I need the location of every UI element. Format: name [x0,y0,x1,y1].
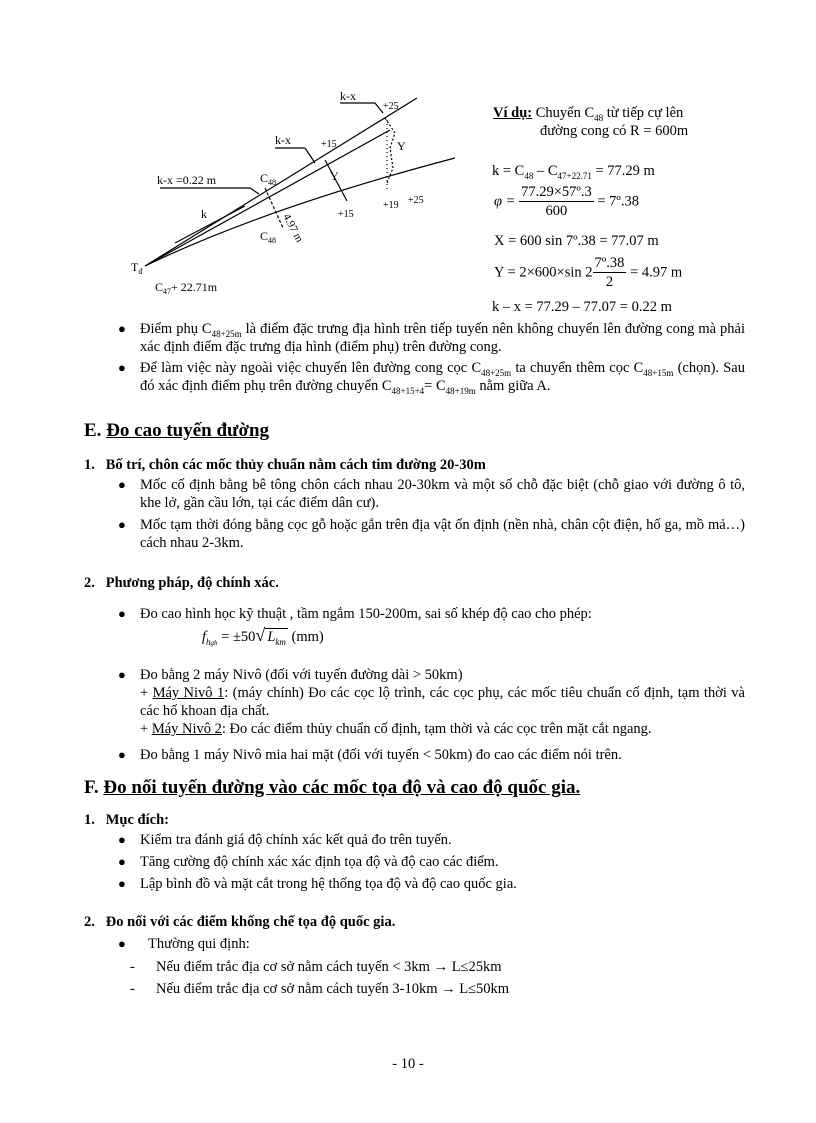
section-f-2-heading: 2. Đo nối với các điểm khống chế tọa độ quốc gia. [84,914,396,930]
bullet-icon: ● [118,517,126,532]
eq-y: Y = 2×600×sin 2 $\frac{\text{7º.38}}{2}$ = 4.97 m [494,255,683,290]
fig-label-k: k [201,207,207,221]
may-nivo-1-label: Máy Nivô 1 [152,685,225,701]
section-e-2-heading: 2. Phương pháp, độ chính xác. [84,575,279,591]
bullet-icon: ● [118,747,126,762]
tolerance-formula: $f_{hgh} = \pm 50√$ $L_{km}$ (mm) [202,625,324,647]
bullet-icon: ● [118,854,126,869]
chord-line [145,130,390,266]
bullet-icon: ● [118,321,126,336]
arrow-icon: → [441,981,456,997]
may-nivo-2-label: Máy Nivô 2 [151,721,222,737]
fig-label-p15-bot: +15 [338,209,354,220]
eq-x: X = 600 sin 7º.38 = 77.07 m [494,233,659,249]
section-e-2-bullet-3: ● Đo bằng 1 máy Nivô mia hai mặt (đối với tuyến < 50km) đo cao các điểm nói trên. [118,747,622,763]
dash-icon: - [130,959,135,975]
fig-label-y-mid: Y [330,169,339,183]
bullet-icon: ● [118,360,126,375]
fig-label-c48-upper: $C_{48}$ [260,171,277,187]
section-e-1-heading: 1. Bố trí, chôn các mốc thủy chuẩn nằm cách tim đường 20-30m [84,457,486,473]
page-number: - 10 - [392,1056,424,1072]
curve-diagram [125,88,460,303]
section-f-heading: F. Đo nối tuyến đường vào các mốc tọa độ và cao độ quốc gia. [84,777,581,798]
section-f-1-heading: 1. Mục đích: [84,812,169,828]
bullet-icon: ● [118,832,126,847]
fig-label-p25-bot: +25 [408,195,424,206]
example-line1: Ví dụ: Chuyển $C_{48}$ từ tiếp cự lên [493,105,684,123]
fig-label-kx-mid: k-x [275,133,291,147]
bullet-icon: ● [118,876,126,891]
dash-icon: - [130,981,135,997]
section-f-2-dash-2: - Nếu điểm trắc địa cơ sở nằm cách tuyến 3-10km → L≤50km [130,981,510,997]
arrow-icon: → [433,959,449,975]
bullet-icon: ● [118,667,126,682]
bullet-icon: ● [118,606,126,621]
fig-label-td: $T_đ$ [131,260,143,276]
eq-kx: k – x = 77.29 – 77.07 = 0.22 m [492,299,672,315]
top-bullet-2: ● Để làm việc này ngoài việc chuyển lên đường cong cọc $C_{48+25m}$ ta chuyển thêm cọc $C_{48+15m}$ (chọn). Sau đó xác định điểm phụ trên đường chuyển $C_{48+15+4}= C_{48+19m}$ nằm giữa A. [118,360,745,396]
fig-label-kx022: k-x =0.22 m [157,173,217,187]
fig-label-p15-top: +15 [321,139,337,150]
fig-label-y-right: Y [397,139,406,153]
section-e-2-bullet-2: ● Đo bằng 2 máy Nivô (đối với tuyến đường dài > 50km) + Máy Nivô 1: (máy chính) Đo các cọc lộ trình, các cọc phụ, các mốc tiêu chuẩn cố định, tạm thời và các hố khoan địa chất. + Máy Nivô 2: Đo các điểm thủy chuẩn cố định, tạm thời và các cọc trên mặt cắt ngang. [118,667,745,737]
fig-label-dim497: 4.97 m [280,211,306,245]
fig-label-c48-lower: $C_{48}$ [260,229,277,245]
section-f-1-list [118,831,745,897]
list-item: ● Lập bình đồ và mặt cắt trong hệ thống tọa độ và độ cao quốc gia. [118,876,517,892]
fig-label-p25-top: +25 [383,101,399,112]
section-e-1-bullet-1: ● Mốc cố định bằng bê tông chôn cách nhau 20-30km và một số chỗ đặc biệt (chỗ giao với đường ô tô, khe lở, gần cầu lớn, tại các điểm dân cư). [118,477,745,511]
fig-label-kx-top: k-x [340,89,356,103]
example-line2: đường cong có R = 600m [540,123,689,139]
bullet-icon: ● [118,477,126,492]
section-e-1-bullet-2: ● Mốc tạm thời đóng bằng cọc gỗ hoặc gắn trên địa vật ổn định (nền nhà, chân cột điện, hố ga, mồ mả…) cách nhau 2-3km. [118,517,745,551]
fig-label-c47: $C_{47}+ 22.71m$ [155,280,218,296]
eq-k: $k = C_{48} - C_{47+22.71} = 77.29$ m [492,163,655,181]
list-item: ● Kiểm tra đánh giá độ chính xác kết quả đo trên tuyến. [118,832,452,848]
section-f-2-bullet-1: ● Thường qui định: [118,936,250,952]
eq-phi: φ = $\frac{\text{77.29×57º.3}}{600}$ = 7º.38 [494,184,640,219]
bullet-icon: ● [118,936,126,951]
section-e-heading: E. Đo cao tuyến đường [84,420,270,441]
offset-y-right [385,118,395,183]
section-f-2-dash-1: - Nếu điểm trắc địa cơ sở nằm cách tuyến < 3km → L≤25km [130,959,502,975]
list-item: ● Tăng cường độ chính xác xác định tọa độ và độ cao các điểm. [118,854,499,870]
fig-label-p19: +19 [383,200,399,211]
top-bullet-1: ● Điểm phụ $C_{48+25m}$ là điểm đặc trưng địa hình trên tiếp tuyến nên không chuyển lên đường cong mà phải xác định điểm đặc trưng địa hình (điểm phụ) trên đường cong. [118,321,745,355]
example-title: Ví dụ: [493,105,533,121]
example-block [493,104,745,140]
section-e-2-bullet-1: ● Đo cao hình học kỹ thuật , tầm ngắm 150-200m, sai số khép độ cao cho phép: [118,606,592,622]
